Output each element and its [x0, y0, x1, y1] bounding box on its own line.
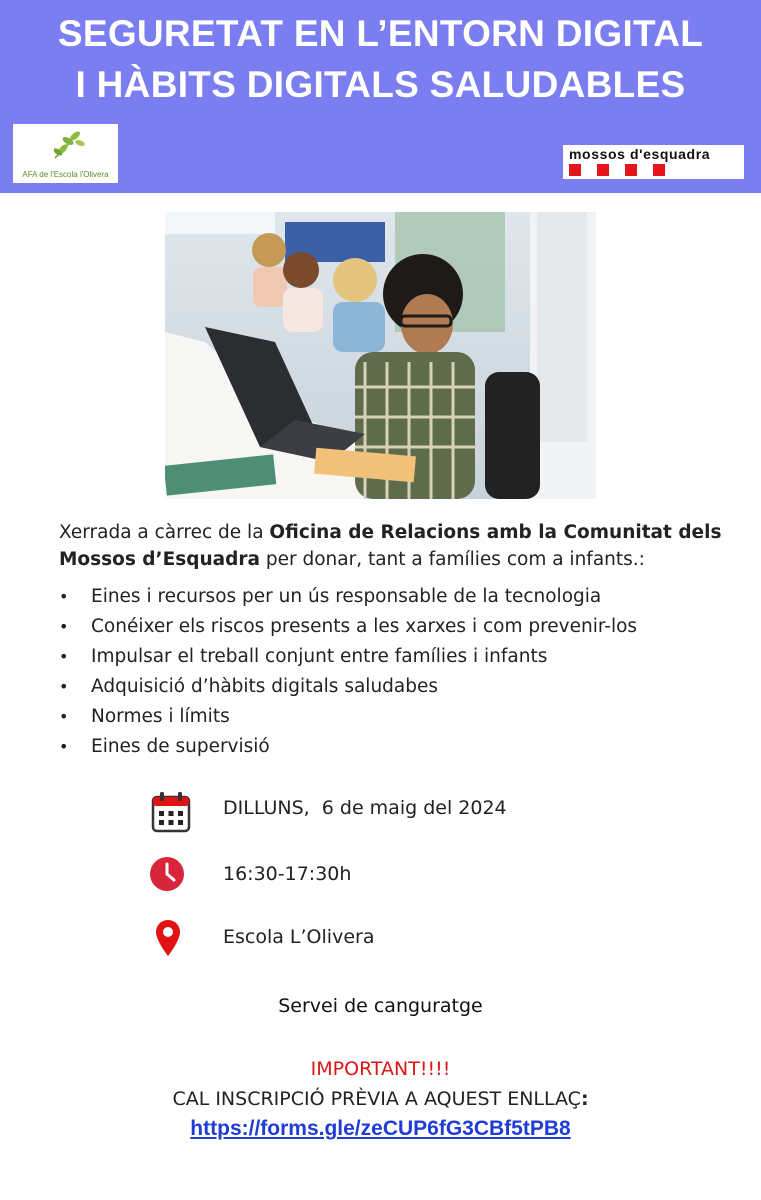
list-item-text: Eines i recursos per un ús responsable de la tecnologia [91, 586, 602, 607]
intro-suffix: per donar, tant a famílies com a infants.: [259, 549, 645, 570]
event-date: DILLUNS, 6 de maig del 2024 [223, 797, 507, 819]
location-pin-icon [155, 919, 181, 957]
classroom-illustration [165, 212, 596, 499]
bullet-icon: • [59, 707, 69, 726]
list-item [59, 702, 637, 732]
intro-paragraph [59, 519, 739, 573]
logo-stripe [653, 164, 665, 176]
bullet-icon: • [59, 617, 69, 636]
registration-required [0, 1088, 761, 1110]
afa-logo [13, 124, 118, 183]
list-item-text: Adquisició d’hàbits digitals saludabes [91, 676, 439, 697]
page-title-line-1: SEGURETAT EN L’ENTORN DIGITAL [57, 13, 704, 54]
afa-logo-text: AFA de l'Escola l'Olivera [22, 170, 109, 179]
childcare-service: Servei de canguratge [278, 995, 483, 1017]
bullet-icon: • [59, 587, 69, 606]
list-item-text: Impulsar el treball conjunt entre famílies i infants [91, 646, 548, 667]
page-title-line-2: I HÀBITS DIGITALS SALUDABLES [75, 64, 686, 105]
list-item-text: Eines de supervisió [91, 736, 270, 757]
mossos-logo-text: mossos d'esquadra [569, 146, 711, 162]
intro-organization: Oficina de Relacions amb la Comunitat dels Mossos d’Esquadra [59, 522, 722, 570]
mossos-logo [563, 145, 744, 179]
list-item [59, 732, 637, 762]
calendar-icon [151, 791, 191, 833]
clock-icon [149, 856, 185, 892]
registration-prefix: CAL [172, 1088, 216, 1110]
bullet-icon: • [59, 647, 69, 666]
event-location: Escola L’Olivera [223, 926, 375, 948]
list-item [59, 672, 637, 702]
event-time: 16:30-17:30h [223, 863, 352, 885]
list-item [59, 612, 637, 642]
list-item-text: Normes i límits [91, 706, 230, 727]
registration-colon: : [580, 1088, 589, 1110]
classroom-photo [165, 212, 596, 499]
list-item-text: Conéixer els riscos presents a les xarxes i com prevenir-los [91, 616, 638, 637]
bullet-icon: • [59, 737, 69, 756]
important-notice: IMPORTANT!!!! [310, 1058, 451, 1080]
intro-prefix: Xerrada a càrrec de la [59, 522, 270, 543]
registration-link[interactable]: https://forms.gle/zeCUP6fG3CBf5tPB8 [190, 1117, 571, 1140]
olive-branch-icon [49, 128, 89, 162]
bullet-icon: • [59, 677, 69, 696]
registration-emphasis: INSCRIPCIÓ PRÈVIA [215, 1088, 399, 1110]
logo-stripe [625, 164, 637, 176]
topics-list [59, 582, 637, 762]
registration-suffix: A AQUEST ENLLAÇ [398, 1088, 581, 1110]
list-item [59, 582, 637, 612]
header-banner [0, 0, 761, 193]
logo-stripe [569, 164, 581, 176]
list-item [59, 642, 637, 672]
logo-stripe [597, 164, 609, 176]
